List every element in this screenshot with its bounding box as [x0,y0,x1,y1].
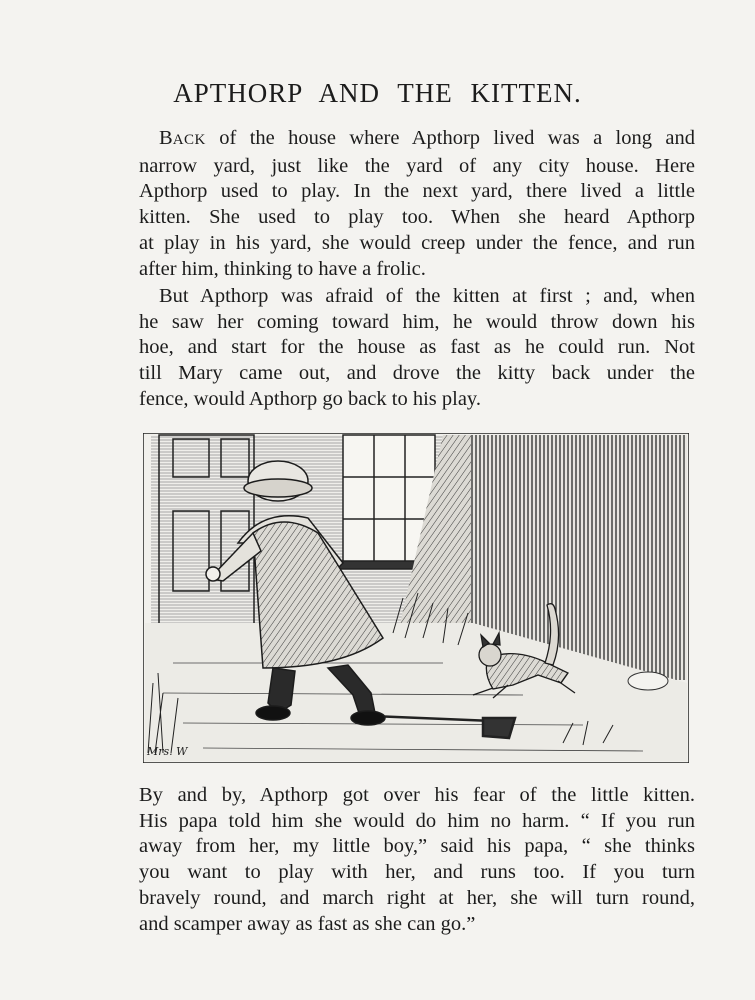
text-line: But Apthorp was afraid of the kitten at first ; and, when [159,285,695,307]
text-line: narrow yard, just like the yard of any city house. Here [139,154,695,177]
text-line: kitten. She used to play too. When she heard Apthorp [139,206,695,229]
illustration-boy-and-kitten [143,433,689,763]
text-line: and scamper away as fast as she can go.” [139,912,476,935]
text-line: he saw her coming toward him, he would throw down his [139,310,695,333]
text-line: Apthorp used to play. In the next yard, there lived a little [139,180,695,203]
text-line [139,126,695,154]
text-line: after him, thinking to have a frolic. [139,257,426,280]
text-line: His papa told him she would do him no harm. “ If you run [139,809,695,832]
drop-letter: B [159,127,173,149]
artist-signature: Mrs. W [147,745,188,758]
text-line: till Mary came out, and drove the kitty back under the [139,362,695,385]
text-line: bravely round, and march right at her, she will turn round, [139,886,695,909]
text-line: away from her, my little boy,” said his papa, “ she thinks [139,835,695,858]
small-caps: ACK [172,132,206,148]
line-text: of the house where Apthorp lived was a long and [205,127,695,149]
text-line: fence, would Apthorp go back to his play. [139,387,481,410]
paragraph-3 [139,783,695,937]
page-title: APTHORP AND THE KITTEN. [173,78,582,108]
stone [628,672,668,690]
text-line: at play in his yard, she would creep under the fence, and run [139,231,695,254]
paragraph-2 [139,284,695,413]
text-line: you want to play with her, and runs too. If you turn [139,861,695,884]
text-line: hoe, and start for the house as fast as he could run. Not [139,336,695,359]
text-line: By and by, Apthorp got over his fear of the little kitten. [139,784,695,806]
paragraph-1 [139,126,695,282]
